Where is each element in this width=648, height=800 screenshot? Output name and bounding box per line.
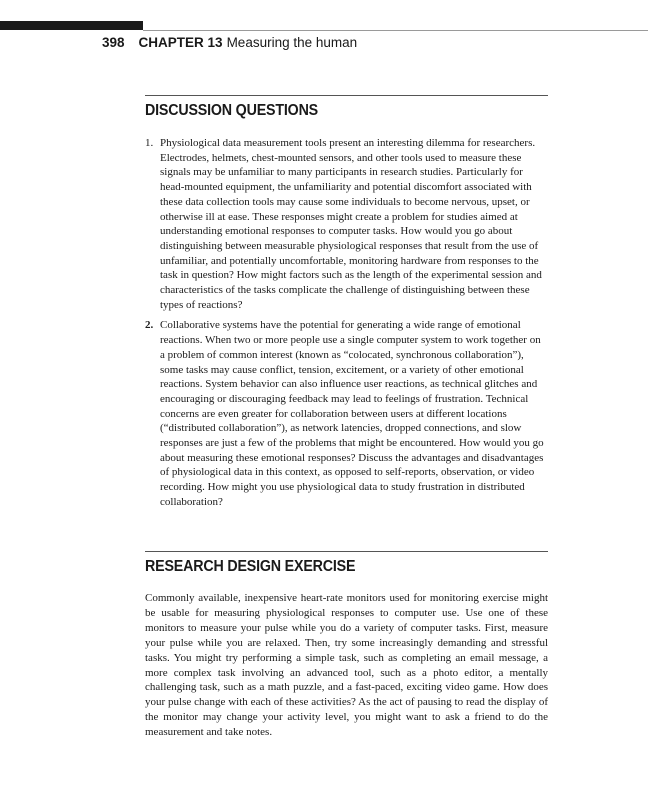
question-list [145, 136, 548, 510]
exercise-body: Commonly available, inexpensive heart-rate monitors used for monitoring exercise might be usable for measuring physiological responses to computer use. Use one of these monitors to measure your pulse while you do a variety of computer tasks. First, measure your pulse while you are relaxed. Then, try some increasingly demanding and stressful tasks. You might try performing a simple task, such as completing an email message, a more complex task involving an advanced tool, such as a photo editor, a mentally challenging task, such as a math puzzle, and a fast-paced, exciting video game. How does your pulse change with each of these activities? As the act of pausing to read the display of the monitor may change your activity level, you might want to ask a friend to do the measurement and take notes. [145, 592, 548, 739]
chapter-label: CHAPTER 13 [138, 35, 223, 50]
section-rule [145, 551, 548, 552]
question-number: 2. [145, 319, 154, 332]
question-item [145, 318, 548, 509]
question-number: 1. [145, 137, 154, 149]
exercise-section [145, 551, 548, 751]
discussion-heading: DISCUSSION QUESTIONS [145, 102, 319, 119]
running-head [102, 35, 357, 50]
exercise-heading: RESEARCH DESIGN EXERCISE [145, 558, 356, 575]
header-black-bar [0, 21, 143, 30]
question-text: Physiological data measurement tools present an interesting dilemma for researchers. Electrodes, helmets, chest-mounted sensors, and other tools used to measure these signals may be unfamiliar to many participants in research studies. Particularly for head-mounted equipment, the unfamiliarity and potential discomfort associated with these data collection tools may cause some individuals to become nervous, upset, or otherwise ill at ease. These responses might create a problem for studies aimed at understanding emotional responses to computer tasks. How would you go about distinguishing between measurable physiological responses that result from the use of unfamiliar, and potentially uncomfortable, monitoring hardware from responses to the task in question? How might factors such as the length of the experimental session and characteristics of the tasks complicate the challenge of distinguishing between these types of reactions? [160, 137, 542, 311]
page-number: 398 [102, 35, 125, 50]
question-text: Collaborative systems have the potential for generating a wide range of emotional reactions. When two or more people use a single computer system to work together on a problem of common interest (known as “colocated, synchronous collaboration”), some tasks may cause conflict, tension, excitement, or a variety of other emotional reactions. System behavior can also influence user reactions, as technical glitches and encouraging or discouraging feedback may lead to feelings of frustration. Technical concerns are even greater for collaboration between users at different locations (“distributed collaboration”), as network latencies, dropped connections, and slow responses are just a few of the problems that might be encountered. How would you go about measuring these emotional responses? Discuss the advantages and disadvantages of physiological data in this context, as opposed to self-reports, observation, or video recording. How might you use physiological data to study frustration in distributed collaboration? [160, 319, 544, 508]
question-item [145, 136, 548, 312]
header-rule [143, 30, 648, 31]
section-rule [145, 95, 548, 96]
discussion-section [145, 95, 548, 516]
chapter-title: Measuring the human [226, 35, 358, 50]
